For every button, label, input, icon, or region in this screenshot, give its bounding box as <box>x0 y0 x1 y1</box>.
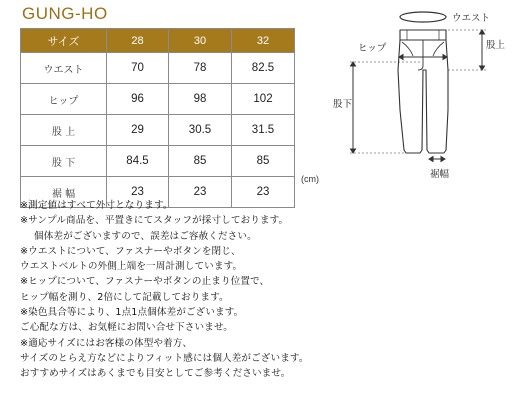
table-row-waist <box>21 53 295 84</box>
hip-label: ヒップ <box>358 43 387 54</box>
note-line: ヒップ幅を測り、2倍にして記載しております。 <box>20 291 229 303</box>
rise-label: 股上 <box>486 40 506 51</box>
note-line: ※染色具合等により、1点1点個体差がございます。 <box>20 307 244 319</box>
note-line: おすすめサイズはあくまでも目安としてご参考くださいませ。 <box>20 368 291 380</box>
row-label-rise: 股 上 <box>21 115 107 146</box>
row-label-hip: ヒップ <box>21 84 107 115</box>
table-cell: 78 <box>169 53 232 84</box>
hem-label: 裾幅 <box>430 169 450 180</box>
note-line: ※適応サイズにはお客様の体型や着方、 <box>20 337 193 349</box>
table-cell: 98 <box>169 84 232 115</box>
pants-pocket-right <box>433 42 444 56</box>
header-size-32: 32 <box>232 29 295 53</box>
pants-illustration <box>320 0 520 185</box>
pants-measurement-diagram <box>320 0 520 185</box>
note-line: ※測定値はすべて外寸となります。 <box>20 200 173 211</box>
row-label-hem: 裾 幅 <box>21 177 107 208</box>
size-table <box>20 28 295 208</box>
note-line: ご心配な方は、お気軽にお問い合せ下さいませ。 <box>20 322 233 334</box>
table-cell: 23 <box>107 177 169 208</box>
note-line: サイズのとらえ方などによりフィット感には個人差がございます。 <box>20 352 309 364</box>
table-row-inseam <box>21 146 295 177</box>
table-cell: 70 <box>107 53 169 84</box>
table-row-rise <box>21 115 295 146</box>
table-cell: 31.5 <box>232 115 295 146</box>
note-line: ※サンプル商品を、平置きにてスタッフが採寸しております。 <box>20 215 289 227</box>
note-line: ※ヒップについて、ファスナーやボタンの止まり位置で、 <box>20 276 270 288</box>
header-size-label: サイズ <box>21 29 107 53</box>
table-cell: 85 <box>232 146 295 177</box>
table-cell: 30.5 <box>169 115 232 146</box>
unit-label: (cm) <box>301 174 319 184</box>
pants-pocket-left <box>402 42 413 56</box>
table-cell: 23 <box>232 177 295 208</box>
note-line: ウエストベルトの外側上端を一周計測しています。 <box>20 261 243 273</box>
table-cell: 84.5 <box>107 146 169 177</box>
waist-label: ウエスト <box>452 13 491 24</box>
pants-fly <box>418 40 423 70</box>
table-cell: 82.5 <box>232 53 295 84</box>
table-cell: 96 <box>107 84 169 115</box>
brand-title: GUNG-HO <box>22 4 108 23</box>
table-row-hip <box>21 84 295 115</box>
inseam-label: 股下 <box>333 99 353 110</box>
table-cell: 102 <box>232 84 295 115</box>
table-cell: 85 <box>169 146 232 177</box>
row-label-waist: ウエスト <box>21 53 107 84</box>
header-size-28: 28 <box>107 29 169 53</box>
measurement-notes <box>20 198 309 382</box>
row-label-inseam: 股 下 <box>21 146 107 177</box>
table-cell: 29 <box>107 115 169 146</box>
table-cell: 23 <box>169 177 232 208</box>
note-line: 個体差がございますので、誤差はご容赦ください。 <box>34 230 257 242</box>
waist-measure-ellipse <box>400 12 446 22</box>
header-size-30: 30 <box>169 29 232 53</box>
size-table-header-row <box>21 29 295 53</box>
note-line: ※ウエストについて、ファスナーやボタンを閉じ、 <box>20 245 241 257</box>
